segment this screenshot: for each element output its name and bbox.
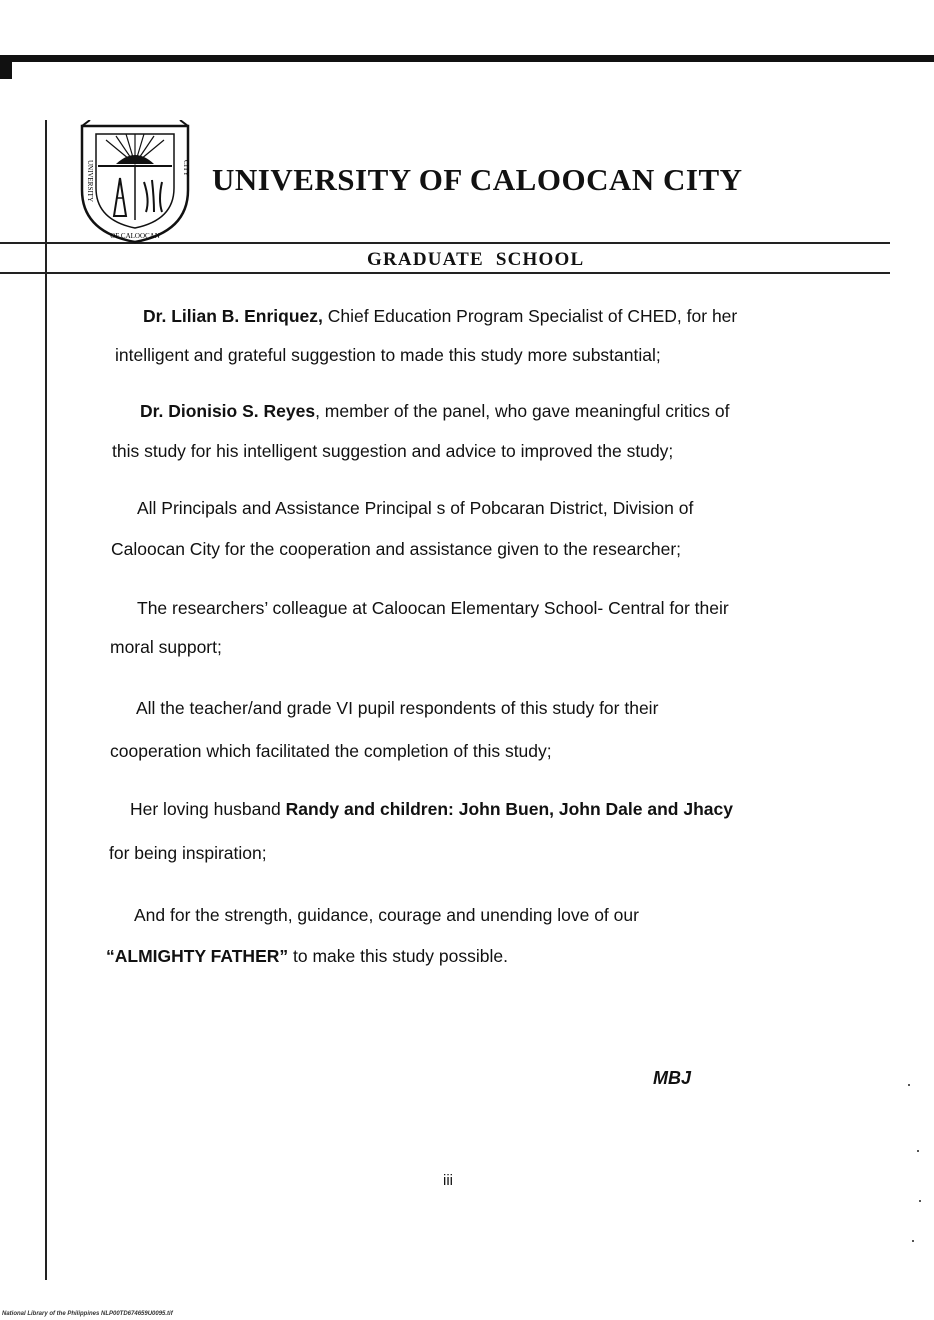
top-corner-mark bbox=[0, 55, 12, 79]
top-border-rule bbox=[0, 55, 934, 62]
paragraph-7-line-2 bbox=[106, 945, 508, 967]
university-seal-logo bbox=[76, 120, 194, 244]
acknowledged-family: Randy and children: John Buen, John Dale and Jhacy bbox=[285, 799, 733, 819]
paragraph-6-line-2: for being inspiration; bbox=[109, 843, 267, 863]
scan-speck bbox=[912, 1240, 914, 1242]
header-rule-lower bbox=[0, 272, 890, 274]
university-title: UNIVERSITY OF CALOOCAN CITY bbox=[212, 162, 743, 197]
graduate-school-heading: GRADUATE SCHOOL bbox=[367, 249, 585, 270]
scan-footer-label: National Library of the Philippines NLP00TD674659U0095.tif bbox=[2, 1311, 173, 1317]
almighty-father-text: “ALMIGHTY FATHER” bbox=[106, 946, 289, 966]
paragraph-2-line-1 bbox=[140, 400, 729, 422]
paragraph-text: , member of the panel, who gave meaningful critics of bbox=[315, 401, 730, 421]
paragraph-text: Her loving husband bbox=[130, 799, 286, 819]
seal-text-left: UNIVERSITY bbox=[86, 160, 94, 202]
paragraph-1-line-1 bbox=[143, 305, 737, 327]
paragraph-5-line-2: cooperation which facilitated the completion of this study; bbox=[110, 741, 552, 761]
acknowledged-name: Dr. Dionisio S. Reyes bbox=[140, 401, 316, 421]
paragraph-6-line-1 bbox=[130, 798, 733, 820]
page-number: iii bbox=[443, 1172, 453, 1189]
paragraph-4-line-1: The researchers’ colleague at Caloocan Elementary School- Central for their bbox=[137, 598, 729, 618]
paragraph-text: to make this study possible. bbox=[288, 946, 508, 966]
signature-initials: MBJ bbox=[653, 1068, 692, 1088]
seal-text-right: CITY bbox=[182, 160, 190, 177]
paragraph-3-line-1: All Principals and Assistance Principal s of Pobcaran District, Division of bbox=[137, 498, 694, 518]
acknowledged-name: Dr. Lilian B. Enriquez, bbox=[143, 306, 323, 326]
scan-speck bbox=[917, 1150, 919, 1152]
paragraph-1-line-2: intelligent and grateful suggestion to made this study more substantial; bbox=[115, 345, 661, 365]
paragraph-3-line-2: Caloocan City for the cooperation and assistance given to the researcher; bbox=[111, 539, 682, 559]
paragraph-2-line-2: this study for his intelligent suggestion and advice to improved the study; bbox=[112, 441, 674, 461]
seal-text-bottom: OF CALOOCAN bbox=[110, 232, 160, 240]
scan-speck bbox=[908, 1084, 910, 1086]
scan-speck bbox=[919, 1200, 921, 1202]
paragraph-text: Chief Education Program Specialist of CHED, for her bbox=[322, 306, 738, 326]
paragraph-4-line-2: moral support; bbox=[110, 637, 222, 657]
paragraph-7-line-1: And for the strength, guidance, courage and unending love of our bbox=[134, 905, 639, 925]
paragraph-5-line-1: All the teacher/and grade VI pupil respondents of this study for their bbox=[136, 698, 659, 718]
left-margin-line bbox=[45, 120, 47, 1280]
